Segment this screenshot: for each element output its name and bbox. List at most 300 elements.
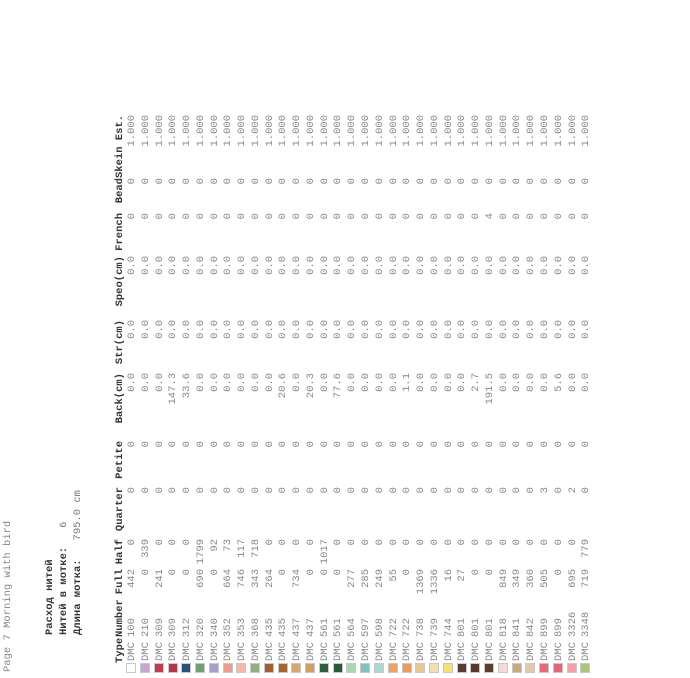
row-bead: 0 [222, 178, 235, 185]
row-french: 0 [360, 213, 373, 220]
row-skein: 1.000 [360, 114, 373, 147]
header-str: Str(cm) [114, 320, 126, 365]
row-half: 0 [483, 539, 496, 546]
row-petite: 0 [566, 441, 579, 448]
row-back: 0.0 [139, 373, 152, 392]
color-swatch [209, 663, 219, 673]
row-full: 0 [181, 569, 194, 576]
row-number: 353 [236, 618, 249, 637]
row-back: 0.0 [387, 373, 400, 392]
color-swatch [470, 663, 480, 673]
row-full: 343 [249, 569, 262, 588]
row-quarter: 0 [373, 487, 386, 494]
strands-value: 6 [58, 521, 70, 528]
row-half: 0 [332, 539, 345, 546]
row-half: 0 [167, 539, 180, 546]
color-swatch [512, 663, 522, 673]
row-french: 0 [263, 213, 276, 220]
color-swatch-cell [498, 663, 512, 676]
row-quarter: 0 [470, 487, 483, 494]
color-swatch [415, 663, 425, 673]
row-skein: 1.000 [346, 114, 359, 147]
row-speo: 0.0 [222, 256, 235, 275]
thread-table [111, 115, 594, 676]
row-half: 0 [277, 539, 290, 546]
table-row [525, 115, 539, 676]
row-full: 16 [442, 569, 455, 582]
row-half: 0 [552, 539, 565, 546]
row-french: 0 [401, 213, 414, 220]
row-speo: 0.0 [511, 256, 524, 275]
row-bead: 0 [428, 178, 441, 185]
row-french: 0 [139, 213, 152, 220]
table-row [443, 115, 457, 676]
color-swatch-cell [250, 663, 264, 676]
row-petite: 0 [442, 441, 455, 448]
color-swatch [333, 663, 343, 673]
row-petite: 0 [470, 441, 483, 448]
row-str: 0.0 [263, 320, 276, 339]
row-quarter: 0 [236, 487, 249, 494]
row-type: DMC [304, 642, 317, 661]
table-row [332, 115, 346, 676]
table-row [470, 115, 484, 676]
row-petite: 0 [194, 441, 207, 448]
color-swatch-cell [580, 663, 594, 676]
row-speo: 0.0 [318, 256, 331, 275]
row-full: 55 [387, 569, 400, 582]
row-half: 718 [249, 539, 262, 558]
row-type: DMC [139, 642, 152, 661]
row-str: 0.0 [318, 320, 331, 339]
row-back: 0.0 [456, 373, 469, 392]
row-petite: 0 [497, 441, 510, 448]
row-back: 0.0 [525, 373, 538, 392]
row-type: DMC [428, 642, 441, 661]
row-french: 0 [249, 213, 262, 220]
color-swatch [360, 663, 370, 673]
row-full: 0 [470, 569, 483, 576]
row-quarter: 0 [497, 487, 510, 494]
row-skein: 1.000 [401, 114, 414, 147]
row-back: 0.0 [153, 373, 166, 392]
color-swatch-cell [374, 663, 388, 676]
table-row [567, 115, 581, 676]
table-row [456, 115, 470, 676]
table-row [484, 115, 498, 676]
row-half: 0 [346, 539, 359, 546]
row-str: 0.0 [456, 320, 469, 339]
row-petite: 0 [153, 441, 166, 448]
color-swatch-cell [553, 663, 567, 676]
color-swatch [388, 663, 398, 673]
row-half: 0 [153, 539, 166, 546]
row-number: 3348 [580, 611, 593, 637]
row-number: 841 [511, 618, 524, 637]
color-swatch [126, 663, 136, 673]
row-back: 0.0 [360, 373, 373, 392]
row-half: 0 [181, 539, 194, 546]
row-french: 0 [167, 213, 180, 220]
row-skein: 1.000 [415, 114, 428, 147]
row-quarter: 0 [181, 487, 194, 494]
color-swatch [402, 663, 412, 673]
row-french: 0 [497, 213, 510, 220]
color-swatch [319, 663, 329, 673]
row-french: 0 [511, 213, 524, 220]
color-swatch-cell [291, 663, 305, 676]
row-type: DMC [126, 642, 138, 661]
row-full: 664 [222, 569, 235, 588]
table-row [181, 115, 195, 676]
color-swatch [539, 663, 549, 673]
row-str: 0.0 [139, 320, 152, 339]
row-quarter: 0 [263, 487, 276, 494]
color-swatch [154, 663, 164, 673]
color-swatch [580, 663, 590, 673]
row-back: 77.6 [332, 373, 345, 399]
row-skein: 1.000 [525, 114, 538, 147]
row-back: 0.0 [511, 373, 524, 392]
row-half: 0 [456, 539, 469, 546]
row-back: 0.0 [318, 373, 331, 392]
row-skein: 1.000 [304, 114, 317, 147]
color-swatch-cell [305, 663, 319, 676]
row-bead: 0 [304, 178, 317, 185]
color-swatch-cell [236, 663, 250, 676]
row-petite: 0 [401, 441, 414, 448]
row-back: 147.3 [167, 373, 180, 405]
table-row [277, 115, 291, 676]
color-swatch-cell [484, 663, 498, 676]
row-speo: 0.0 [236, 256, 249, 275]
color-swatch-cell [195, 663, 209, 676]
row-type: DMC [263, 642, 276, 661]
row-type: DMC [181, 642, 194, 661]
row-quarter: 0 [552, 487, 565, 494]
row-back: 0.0 [415, 373, 428, 392]
table-row [126, 115, 140, 676]
row-speo: 0.0 [373, 256, 386, 275]
row-number: 309 [153, 618, 166, 637]
row-french: 0 [126, 213, 138, 220]
row-type: DMC [566, 642, 579, 661]
color-swatch-cell [332, 663, 346, 676]
row-back: 20.6 [277, 373, 290, 399]
header-quarter: Quarter [114, 487, 126, 532]
table-row [415, 115, 429, 676]
table-row [360, 115, 374, 676]
row-petite: 0 [236, 441, 249, 448]
row-french: 0 [236, 213, 249, 220]
row-half: 1017 [318, 539, 331, 565]
row-speo: 0.0 [428, 256, 441, 275]
row-type: DMC [483, 642, 496, 661]
row-bead: 0 [291, 178, 304, 185]
row-type: DMC [470, 642, 483, 661]
row-str: 0.0 [360, 320, 373, 339]
row-number: 801 [470, 618, 483, 637]
row-back: 0.0 [442, 373, 455, 392]
row-quarter: 0 [360, 487, 373, 494]
row-number: 722 [387, 618, 400, 637]
row-quarter: 2 [566, 487, 579, 494]
table-row [401, 115, 415, 676]
row-skein: 1.000 [456, 114, 469, 147]
row-str: 0.0 [552, 320, 565, 339]
color-swatch-cell [126, 663, 140, 676]
row-skein: 1.000 [580, 114, 593, 147]
page-header: Page 7 Morning with bird [2, 520, 14, 672]
thread-usage-heading [44, 559, 56, 635]
row-bead: 0 [511, 178, 524, 185]
color-swatch [140, 663, 150, 673]
row-str: 0.0 [208, 320, 221, 339]
row-str: 0.0 [236, 320, 249, 339]
row-bead: 0 [263, 178, 276, 185]
color-swatch [264, 663, 274, 673]
row-bead: 0 [387, 178, 400, 185]
row-speo: 0.0 [415, 256, 428, 275]
color-swatch [429, 663, 439, 673]
row-bead: 0 [552, 178, 565, 185]
table-row [236, 115, 250, 676]
row-full: 241 [153, 569, 166, 588]
row-str: 0.0 [401, 320, 414, 339]
color-swatch-cell [222, 663, 236, 676]
color-swatch [525, 663, 535, 673]
row-str: 0.0 [470, 320, 483, 339]
row-type: DMC [153, 642, 166, 661]
row-number: 210 [139, 618, 152, 637]
row-skein: 1.000 [566, 114, 579, 147]
row-type: DMC [538, 642, 551, 661]
row-back: 0.0 [497, 373, 510, 392]
color-swatch [498, 663, 508, 673]
color-swatch-cell [456, 663, 470, 676]
color-swatch [291, 663, 301, 673]
row-petite: 0 [277, 441, 290, 448]
row-number: 598 [373, 618, 386, 637]
row-skein: 1.000 [236, 114, 249, 147]
row-skein: 1.000 [222, 114, 235, 147]
row-bead: 0 [236, 178, 249, 185]
table-row [511, 115, 525, 676]
row-back: 0.0 [263, 373, 276, 392]
row-skein: 1.000 [318, 114, 331, 147]
row-quarter: 0 [525, 487, 538, 494]
row-full: 719 [580, 569, 593, 588]
table-row [388, 115, 402, 676]
row-skein: 1.000 [153, 114, 166, 147]
row-half: 0 [415, 539, 428, 546]
row-full: 27 [456, 569, 469, 582]
row-str: 0.0 [332, 320, 345, 339]
row-skein: 1.000 [552, 114, 565, 147]
row-speo: 0.0 [442, 256, 455, 275]
row-number: 368 [249, 618, 262, 637]
row-bead: 0 [401, 178, 414, 185]
row-french: 0 [456, 213, 469, 220]
color-swatch [223, 663, 233, 673]
row-french: 0 [153, 213, 166, 220]
table-row [195, 115, 209, 676]
row-str: 0.0 [249, 320, 262, 339]
row-speo: 0.0 [208, 256, 221, 275]
row-bead: 0 [373, 178, 386, 185]
row-petite: 0 [525, 441, 538, 448]
row-quarter: 3 [538, 487, 551, 494]
row-quarter: 0 [194, 487, 207, 494]
row-bead: 0 [167, 178, 180, 185]
row-full: 0 [552, 569, 565, 576]
row-quarter: 0 [442, 487, 455, 494]
row-type: DMC [415, 642, 428, 661]
color-swatch-cell [277, 663, 291, 676]
row-half: 0 [538, 539, 551, 546]
row-number: 842 [525, 618, 538, 637]
row-str: 0.0 [346, 320, 359, 339]
row-str: 0.0 [126, 320, 138, 339]
color-swatch [553, 663, 563, 673]
row-half: 0 [442, 539, 455, 546]
header-skein: Skein Est. [114, 114, 126, 178]
row-speo: 0.0 [194, 256, 207, 275]
row-french: 0 [566, 213, 579, 220]
row-french: 0 [525, 213, 538, 220]
row-type: DMC [387, 642, 400, 661]
color-swatch-cell [567, 663, 581, 676]
row-full: 0 [167, 569, 180, 576]
row-full: 285 [360, 569, 373, 588]
row-type: DMC [208, 642, 221, 661]
row-type: DMC [222, 642, 235, 661]
table-row [319, 115, 333, 676]
row-speo: 0.0 [346, 256, 359, 275]
row-full: 442 [126, 569, 138, 588]
row-str: 0.0 [580, 320, 593, 339]
strands-line [58, 522, 70, 635]
row-str: 0.0 [497, 320, 510, 339]
row-back: 0.0 [208, 373, 221, 392]
row-type: DMC [167, 642, 180, 661]
row-speo: 0.0 [249, 256, 262, 275]
row-petite: 0 [415, 441, 428, 448]
row-quarter: 0 [415, 487, 428, 494]
row-petite: 0 [167, 441, 180, 448]
row-str: 0.0 [167, 320, 180, 339]
color-swatch [567, 663, 577, 673]
row-number: 3326 [566, 611, 579, 637]
row-number: 561 [318, 618, 331, 637]
row-number: 100 [126, 618, 138, 637]
row-skein: 1.000 [428, 114, 441, 147]
row-back: 0.0 [236, 373, 249, 392]
row-quarter: 0 [304, 487, 317, 494]
row-skein: 1.000 [126, 114, 138, 147]
row-french: 0 [318, 213, 331, 220]
row-back: 0.0 [566, 373, 579, 392]
row-skein: 1.000 [497, 114, 510, 147]
color-swatch-cell [264, 663, 278, 676]
row-type: DMC [332, 642, 345, 661]
row-type: DMC [497, 642, 510, 661]
row-speo: 0.0 [139, 256, 152, 275]
row-str: 0.0 [222, 320, 235, 339]
row-str: 0.0 [373, 320, 386, 339]
row-skein: 1.000 [373, 114, 386, 147]
header-speo: Speo(cm) [114, 256, 126, 307]
row-number: 340 [208, 618, 221, 637]
row-petite: 0 [126, 441, 138, 448]
row-number: 309 [167, 618, 180, 637]
color-swatch-cell [167, 663, 181, 676]
row-back: 0.0 [580, 373, 593, 392]
row-number: 437 [304, 618, 317, 637]
row-french: 0 [332, 213, 345, 220]
row-bead: 0 [332, 178, 345, 185]
row-speo: 0.0 [126, 256, 138, 275]
row-bead: 0 [470, 178, 483, 185]
row-bead: 0 [456, 178, 469, 185]
row-bead: 0 [538, 178, 551, 185]
row-half: 0 [373, 539, 386, 546]
table-row [346, 115, 360, 676]
row-type: DMC [401, 642, 414, 661]
row-speo: 0.0 [525, 256, 538, 275]
row-skein: 1.000 [194, 114, 207, 147]
row-bead: 0 [415, 178, 428, 185]
table-row [553, 115, 567, 676]
row-skein: 1.000 [249, 114, 262, 147]
color-swatch-cell [470, 663, 484, 676]
color-swatch-cell [429, 663, 443, 676]
row-full: 0 [208, 569, 221, 576]
row-petite: 0 [373, 441, 386, 448]
header-petite: Petite [114, 441, 126, 479]
color-swatch [181, 663, 191, 673]
row-speo: 0.0 [538, 256, 551, 275]
row-skein: 1.000 [442, 114, 455, 147]
color-swatch-cell [346, 663, 360, 676]
row-half: 92 [208, 539, 221, 552]
row-bead: 0 [194, 178, 207, 185]
color-swatch [305, 663, 315, 673]
row-skein: 1.000 [277, 114, 290, 147]
row-french: 0 [304, 213, 317, 220]
color-swatch [250, 663, 260, 673]
row-bead: 0 [249, 178, 262, 185]
color-swatch-cell [140, 663, 154, 676]
table-row [264, 115, 278, 676]
row-quarter: 0 [277, 487, 290, 494]
row-speo: 0.0 [360, 256, 373, 275]
row-petite: 0 [580, 441, 593, 448]
row-half: 0 [525, 539, 538, 546]
row-speo: 0.0 [497, 256, 510, 275]
row-petite: 0 [304, 441, 317, 448]
row-type: DMC [277, 642, 290, 661]
row-petite: 0 [263, 441, 276, 448]
row-bead: 0 [566, 178, 579, 185]
row-full: 1336 [428, 569, 441, 595]
row-full: 695 [566, 569, 579, 588]
row-quarter: 0 [208, 487, 221, 494]
row-bead: 0 [318, 178, 331, 185]
row-back: 191.5 [483, 373, 496, 405]
row-bead: 0 [497, 178, 510, 185]
row-number: 739 [428, 618, 441, 637]
